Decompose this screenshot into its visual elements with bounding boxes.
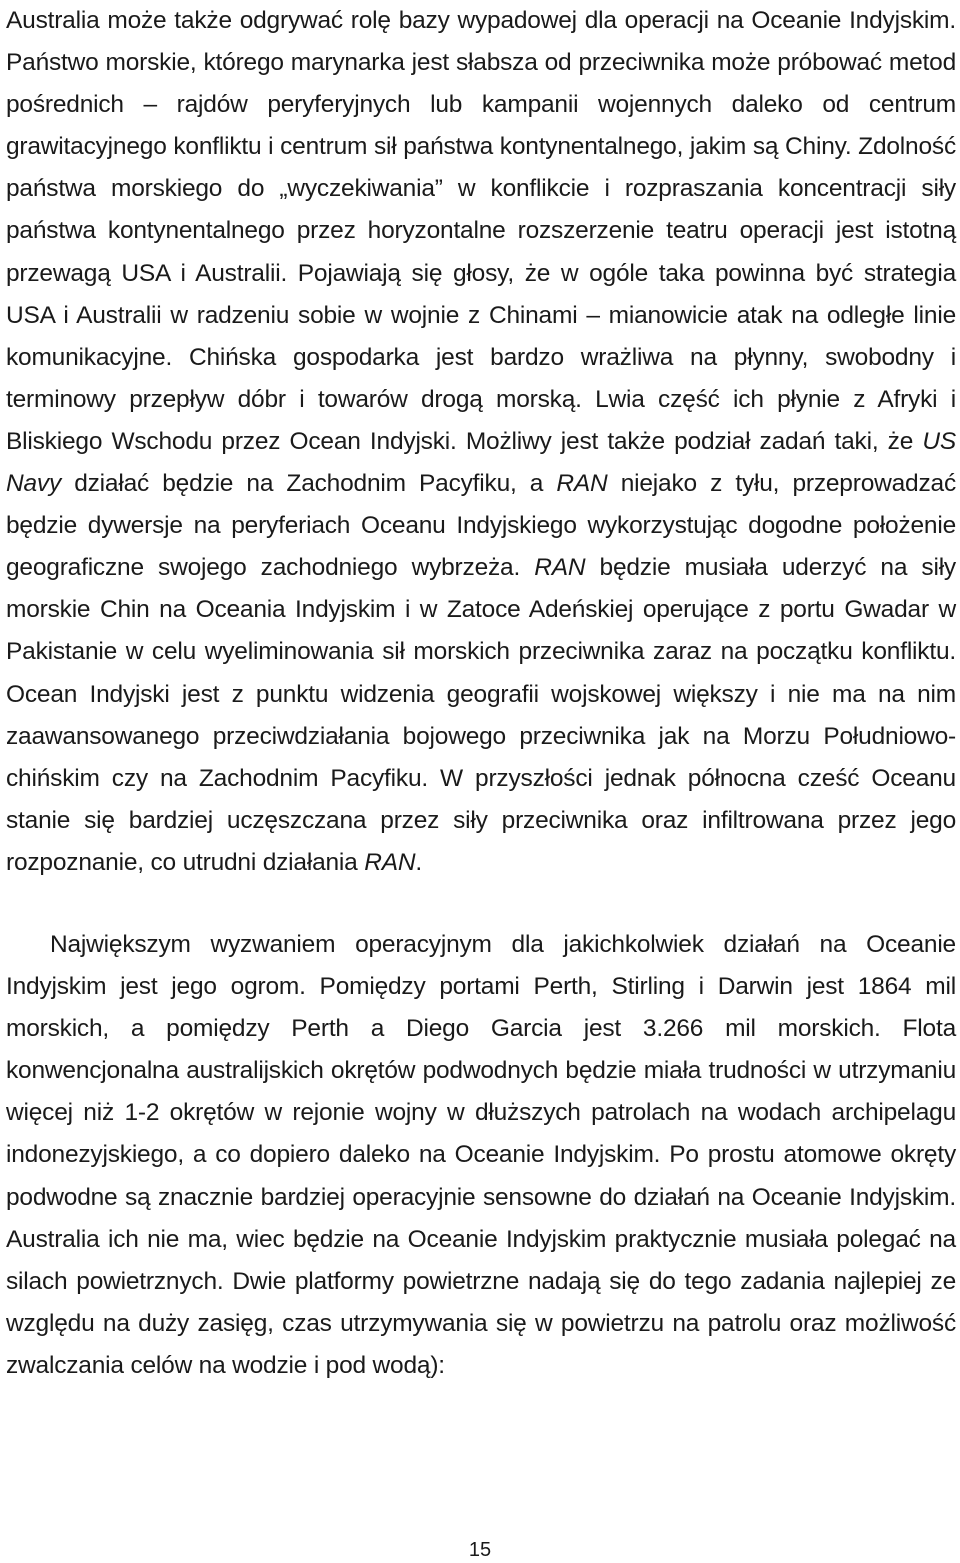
document-page — [6, 0, 956, 1387]
p1-seg-5-italic: RAN — [534, 554, 586, 582]
p1-seg-2: działać będzie na Zachodnim Pacyfiku, a — [61, 470, 557, 498]
p1-seg-1-italic: US Navy — [6, 427, 956, 498]
paragraph-2 — [6, 924, 956, 1387]
p1-seg-8: . — [415, 848, 422, 876]
p1-seg-3-italic: RAN — [556, 470, 608, 498]
p1-seg-4: niejako z tyłu, przeprowadzać będzie dywersje na peryferiach Oceanu Indyjskiego wykorzystując dogodne położenie geograficzne swojego zachodniego wybrzeża. — [6, 470, 956, 582]
paragraph-1 — [6, 0, 956, 884]
p1-seg-0: Australia może także odgrywać rolę bazy wypadowej dla operacji na Oceanie Indyjskim. Państwo morskie, którego marynarka jest słabsza od przeciwnika może próbować metod pośrednich – rajdów peryferyjnych lub kampanii wojennych daleko od centrum grawitacyjnego konfliktu i centrum sił państwa kontynentalnego, jakim są Chiny. Zdolność państwa morskiego do „wyczekiwania” w konflikcie i rozpraszania koncentracji siły państwa kontynentalnego przez horyzontalne rozszerzenie teatru operacji jest istotną przewagą USA i Australii. Pojawiają się głosy, że w ogóle taka powinna być strategia USA i Australii w radzeniu sobie w wojnie z Chinami – mianowicie atak na odległe linie komunikacyjne. Chińska gospodarka jest bardzo wrażliwa na płynny, swobodny i terminowy przepływ dóbr i towarów drogą morską. Lwia część ich płynie z Afryki i Bliskiego Wschodu przez Ocean Indyjski. Możliwy jest także podział zadań taki, że — [6, 7, 956, 455]
p1-seg-7-italic: RAN — [364, 848, 416, 876]
p1-seg-6: będzie musiała uderzyć na siły morskie Chin na Oceania Indyjskim i w Zatoce Adeńskiej operujące z portu Gwadar w Pakistanie w celu wyeliminowania sił morskich przeciwnika zaraz na początku konfliktu. Ocean Indyjski jest z punktu widzenia geografii wojskowej większy i nie ma na nim zaawansowanego przeciwdziałania bojowego przeciwnika jak na Morzu Południowo-chińskim czy na Zachodnim Pacyfiku. W przyszłości jednak północna cześć Oceanu stanie się bardziej uczęszczana przez siły przeciwnika oraz infiltrowana przez jego rozpoznanie, co utrudni działania — [6, 554, 956, 876]
p2-seg-0: Największym wyzwaniem operacyjnym dla jakichkolwiek działań na Oceanie Indyjskim jest jego ogrom. Pomiędzy portami Perth, Stirling i Darwin jest 1864 mil morskich, a pomiędzy Perth a Diego Garcia jest 3.266 mil morskich. Flota konwencjonalna australijskich okrętów podwodnych będzie miała trudności w utrzymaniu więcej niż 1-2 okrętów w rejonie wojny w dłuższych patrolach na wodach archipelagu indonezyjskiego, a co dopiero daleko na Oceanie Indyjskim. Po prostu atomowe okręty podwodne są znacznie bardziej operacyjnie sensowne do działań na Oceanie Indyjskim. Australia ich nie ma, wiec będzie na Oceanie Indyjskim praktycznie musiała polegać na silach powietrznych. Dwie platformy powietrzne nadają się do tego zadania najlepiej ze względu na duży zasięg, czas utrzymywania się w powietrzu na patrolu oraz możliwość zwalczania celów na wodzie i pod wodą): — [6, 930, 956, 1379]
page-number: 15 — [468, 1539, 492, 1561]
